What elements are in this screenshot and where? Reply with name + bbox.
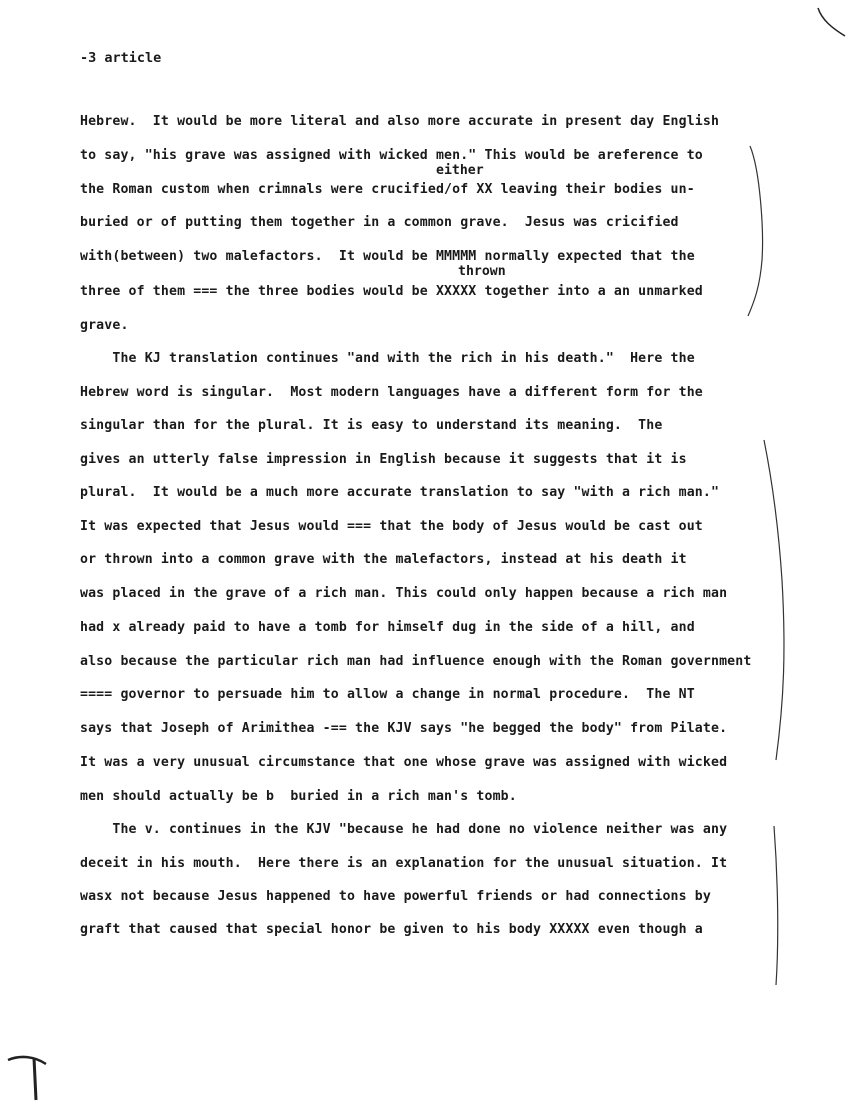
- text-line: deceit in his mouth. Here there is an explanation for the unusual situation. It: [80, 856, 728, 871]
- text-line: Hebrew. It would be more literal and also more accurate in present day English: [80, 114, 720, 129]
- text-line: graft that caused that special honor be given to his body XXXXX even though a: [80, 922, 703, 937]
- text-line: ==== governor to persuade him to allow a change in normal procedure. The NT: [80, 687, 695, 702]
- text-line: gives an utterly false impression in English because it suggests that it is: [80, 452, 687, 467]
- text-line: plural. It would be a much more accurate translation to say "with a rich man.": [80, 485, 720, 500]
- insertion-thrown: thrown: [458, 264, 506, 279]
- corner-mark: [818, 8, 845, 36]
- margin-bracket: [748, 146, 763, 316]
- text-line: buried or of putting them together in a common grave. Jesus was cricified: [80, 215, 679, 230]
- text-line: The v. continues in the KJV "because he had done no violence neither was any: [80, 822, 728, 837]
- text-line: It was a very unusual circumstance that one whose grave was assigned with wicked: [80, 755, 728, 770]
- corner-mark: [8, 1057, 46, 1064]
- text-line: It was expected that Jesus would === that the body of Jesus would be cast out: [80, 519, 703, 534]
- text-line: or thrown into a common grave with the malefactors, instead at his death it: [80, 552, 687, 567]
- text-line: had x already paid to have a tomb for himself dug in the side of a hill, and: [80, 620, 695, 635]
- corner-mark: [34, 1058, 36, 1100]
- text-line: singular than for the plural. It is easy to understand its meaning. The: [80, 418, 663, 433]
- text-line: grave.: [80, 318, 129, 333]
- text-line: says that Joseph of Arimithea -== the KJV says "he begged the body" from Pilate.: [80, 721, 728, 736]
- text-line: the Roman custom when crimnals were crucified/of XX leaving their bodies un-: [80, 182, 695, 197]
- text-line: to say, "his grave was assigned with wicked men." This would be areference to: [80, 148, 703, 163]
- insertion-either: either: [436, 163, 484, 178]
- text-line: with(between) two malefactors. It would be MMMMM normally expected that the: [80, 249, 695, 264]
- text-line: also because the particular rich man had influence enough with the Roman government: [80, 654, 752, 669]
- margin-bracket: [774, 826, 778, 985]
- text-line: wasx not because Jesus happened to have powerful friends or had connections by: [80, 889, 711, 904]
- text-line: The KJ translation continues "and with the rich in his death." Here the: [80, 351, 695, 366]
- text-line: three of them === the three bodies would be XXXXX together into a an unmarked: [80, 284, 703, 299]
- text-line: Hebrew word is singular. Most modern languages have a different form for the: [80, 385, 703, 400]
- margin-bracket: [764, 440, 784, 760]
- text-line: was placed in the grave of a rich man. This could only happen because a rich man: [80, 586, 728, 601]
- page-header: -3 article: [80, 50, 162, 66]
- text-line: men should actually be b buried in a rich man's tomb.: [80, 789, 517, 804]
